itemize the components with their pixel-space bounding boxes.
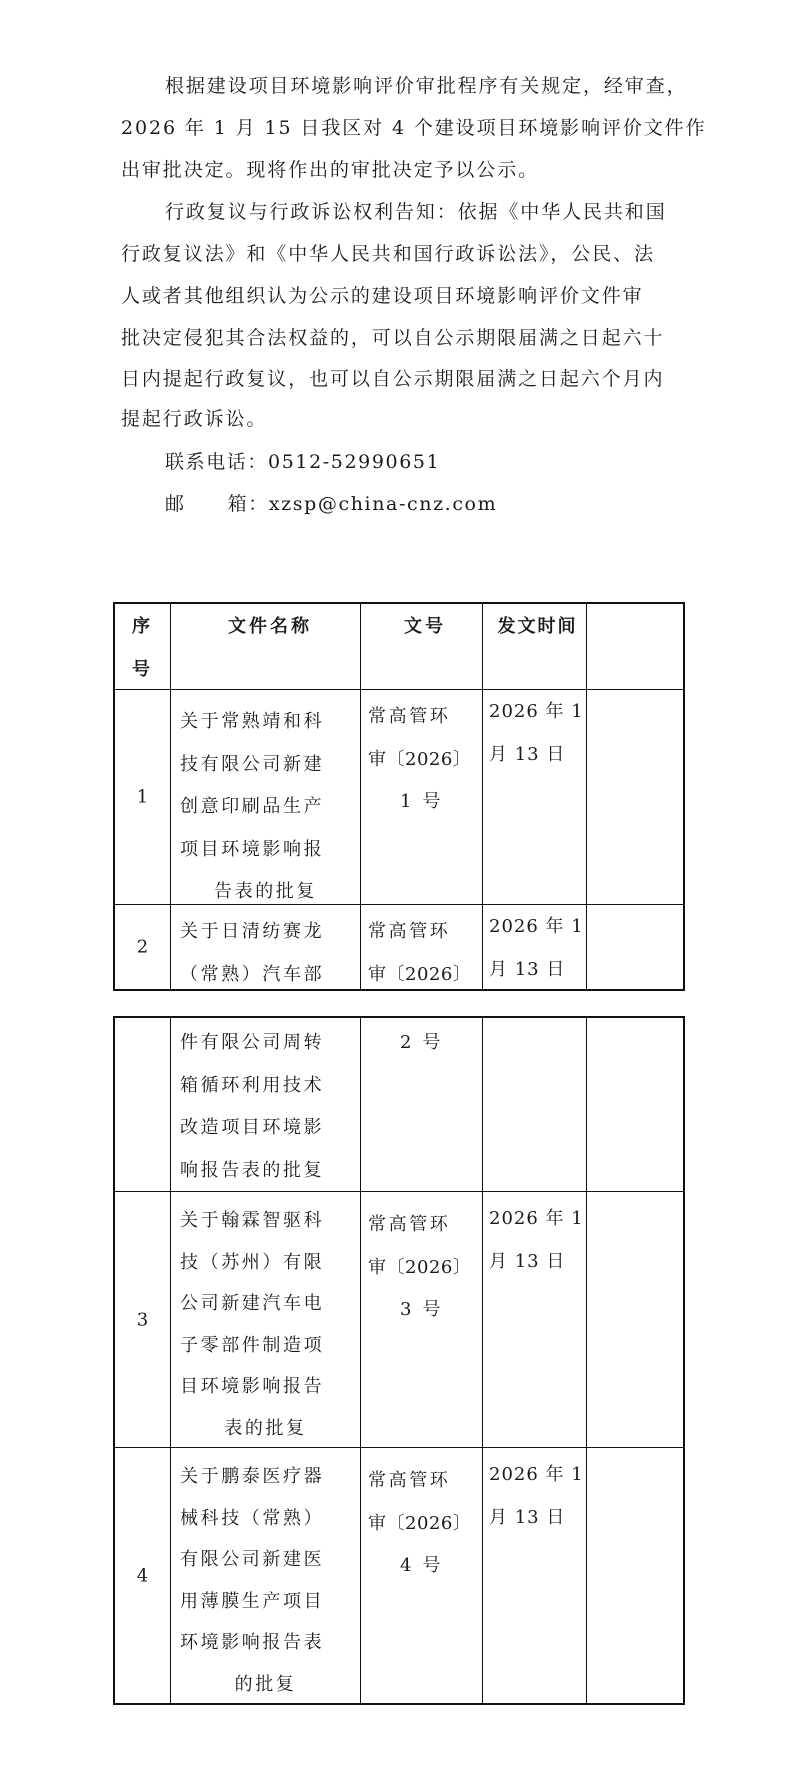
date-line: 月 13 日 — [489, 1506, 566, 1528]
table-row — [115, 904, 683, 989]
name-line: 响报告表的批复 — [180, 1159, 325, 1181]
name-line: 用薄膜生产项目 — [180, 1590, 325, 1612]
row-date — [482, 905, 586, 989]
doc-no-line: 3 号 — [400, 1299, 443, 1320]
name-line: 技（苏州）有限 — [180, 1251, 325, 1273]
header-seq-line: 序 — [132, 616, 153, 637]
name-line: 有限公司新建医 — [180, 1549, 325, 1570]
contact-email-line — [165, 492, 497, 516]
date-line: 月 13 日 — [489, 743, 566, 765]
paragraph-line: 2026 年 1 月 15 日我区对 4 个建设项目环境影响评价文件作 — [121, 117, 707, 139]
date-line: 2026 年 1 — [489, 1464, 584, 1485]
doc-no-line: 1 号 — [400, 791, 443, 812]
row-date — [482, 690, 586, 904]
header-date-label: 发文时间 — [497, 616, 578, 637]
paragraph-line: 人或者其他组织认为公示的建设项目环境影响评价文件审 — [121, 285, 644, 307]
email-label-part-1: 邮 — [165, 493, 186, 515]
name-line: 目环境影响报告 — [180, 1376, 325, 1397]
contact-phone-value: 0512-52990651 — [268, 451, 441, 473]
paragraph-line: 提起行政诉讼。 — [121, 408, 268, 430]
row-extra — [586, 690, 683, 904]
doc-no-line: 审〔2026〕 — [368, 963, 472, 985]
row-seq — [115, 690, 170, 904]
row-extra — [586, 1192, 683, 1447]
row-name — [170, 1448, 360, 1703]
approval-table-part-1 — [113, 602, 685, 991]
header-seq-line: 号 — [132, 658, 153, 680]
row-extra — [586, 905, 683, 989]
seq-number: 1 — [136, 786, 149, 808]
name-line: 关于鹏泰医疗器 — [180, 1466, 325, 1487]
doc-no-line: 常高管环 — [368, 706, 451, 727]
paragraph-line: 行政复议法》和《中华人民共和国行政诉讼法》，公民、法 — [121, 243, 655, 265]
row-seq — [115, 905, 170, 989]
doc-no-line: 2 号 — [400, 1032, 443, 1053]
name-line: 械科技（常熟） — [180, 1507, 325, 1529]
doc-no-line: 4 号 — [400, 1555, 443, 1576]
name-line: 表的批复 — [224, 1417, 307, 1439]
row-name — [170, 905, 360, 989]
row-extra — [586, 1018, 683, 1191]
contact-phone-label: 联系电话： — [165, 451, 269, 473]
name-line: 技有限公司新建 — [180, 753, 325, 775]
name-line: 关于翰霖智驱科 — [180, 1210, 325, 1231]
name-line: 环境影响报告表 — [180, 1632, 325, 1653]
name-line: 子零部件制造项 — [180, 1334, 325, 1356]
row-doc-no — [360, 1448, 482, 1703]
name-line: 关于日清纺赛龙 — [180, 921, 325, 942]
email-value[interactable]: xzsp@china-cnz.com — [268, 493, 498, 515]
name-line: 公司新建汽车电 — [180, 1293, 325, 1314]
header-date — [482, 604, 586, 689]
header-name-label: 文件名称 — [228, 616, 312, 637]
paragraph-line: 根据建设项目环境影响评价审批程序有关规定，经审查， — [165, 75, 688, 97]
approval-table-part-2 — [113, 1016, 685, 1705]
row-doc-no — [360, 690, 482, 904]
row-name — [170, 1018, 360, 1191]
name-line: 箱循环利用技术 — [180, 1074, 325, 1096]
row-name — [170, 1192, 360, 1447]
row-date — [482, 1448, 586, 1703]
name-line: 告表的批复 — [214, 881, 317, 902]
header-extra — [586, 604, 683, 689]
paragraph-line: 日内提起行政复议，也可以自公示期限届满之日起六个月内 — [121, 368, 665, 390]
header-name — [170, 604, 360, 689]
table-row — [115, 1018, 683, 1191]
name-line: 改造项目环境影 — [180, 1117, 325, 1138]
doc-no-line: 审〔2026〕 — [368, 1256, 472, 1278]
row-doc-no — [360, 1192, 482, 1447]
name-line: 项目环境影响报 — [180, 838, 325, 860]
paragraph-line: 出审批决定。现将作出的审批决定予以公示。 — [121, 159, 540, 181]
seq-number: 2 — [136, 936, 149, 958]
name-line: 创意印刷品生产 — [180, 796, 325, 817]
header-doc-no-label: 文号 — [404, 616, 446, 637]
name-line: （常熟）汽车部 — [180, 963, 325, 985]
name-line: 的批复 — [234, 1673, 297, 1695]
table-header-row — [115, 604, 683, 689]
table-row — [115, 1191, 683, 1447]
table-row — [115, 1447, 683, 1703]
row-date — [482, 1018, 586, 1191]
row-extra — [586, 1448, 683, 1703]
contact-phone-line — [165, 450, 440, 474]
doc-no-line: 常高管环 — [368, 1470, 451, 1491]
name-line: 关于常熟靖和科 — [180, 711, 325, 732]
row-date — [482, 1192, 586, 1447]
row-doc-no — [360, 1018, 482, 1191]
seq-number: 4 — [136, 1565, 149, 1586]
doc-no-line: 常高管环 — [368, 1214, 451, 1235]
paragraph-line: 批决定侵犯其合法权益的，可以自公示期限届满之日起六十 — [121, 327, 665, 349]
date-line: 月 13 日 — [489, 1250, 566, 1272]
date-line: 月 13 日 — [489, 958, 566, 980]
header-doc-no — [360, 604, 482, 689]
seq-number: 3 — [136, 1309, 149, 1330]
row-doc-no — [360, 905, 482, 989]
doc-no-line: 审〔2026〕 — [368, 748, 472, 770]
paragraph-line: 行政复议与行政诉讼权利告知：依据《中华人民共和国 — [165, 201, 667, 223]
doc-no-line: 常高管环 — [368, 921, 451, 942]
row-seq — [115, 1192, 170, 1447]
row-seq — [115, 1448, 170, 1703]
date-line: 2026 年 1 — [489, 1208, 584, 1229]
email-label-part-2: 箱： — [227, 493, 269, 515]
name-line: 件有限公司周转 — [180, 1032, 325, 1053]
header-seq — [115, 604, 170, 689]
doc-no-line: 审〔2026〕 — [368, 1512, 472, 1534]
date-line: 2026 年 1 — [489, 916, 584, 937]
row-seq — [115, 1018, 170, 1191]
table-row — [115, 689, 683, 904]
row-name — [170, 690, 360, 904]
date-line: 2026 年 1 — [489, 701, 584, 722]
